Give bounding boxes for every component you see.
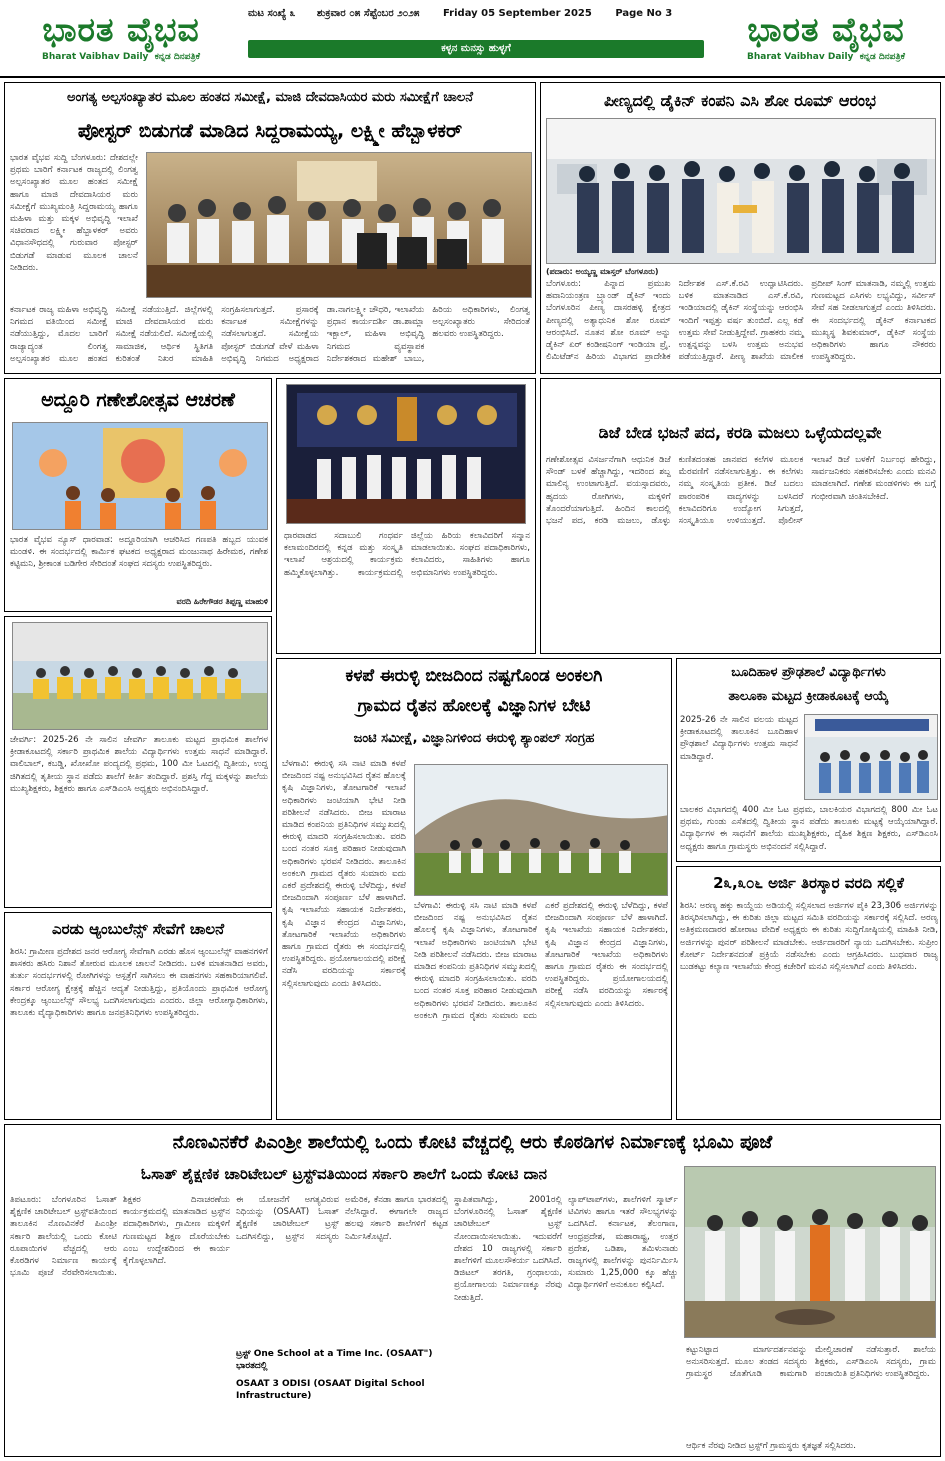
pest-headline-2: ಗ್ರಾಮದ ರೈತನ ಹೋಲಕ್ಕೆ ವಿಜ್ಞಾನಿಗಳ ಬೇಟಿ bbox=[357, 696, 591, 716]
dj-headline: ಡಿಜೆ ಬೇಡ ಭಜನೆ ಪದ, ಕರಡಿ ಮಜಲು ಒಳ್ಳೆಯದಲ್ಲವೇ bbox=[598, 423, 882, 442]
pest-headline-1: ಕಳಪೆ ಈರುಳ್ಳಿ ಬೀಜದಿಂದ ನಷ್ಟಗೊಂಡ ಅಂಕಲಗಿ bbox=[345, 666, 603, 686]
budihal-photo bbox=[804, 714, 938, 800]
census-body-cols: ಕರ್ನಾಟಕ ರಾಜ್ಯ ಮಹಿಳಾ ಅಭಿವೃದ್ಧಿ ನಿಗಮದ ವತಿಯಿಂದ ಸಮೀಕ್ಷೆ ನಡೆಯುತ್ತಿದ್ದು, ಮೊದಲ ಬಾರಿಗೆ ರಾಜ್ಯಾದ್ಯಂತ ಲಿಂಗತ್ವ ಅಲ್ಪಸಂಖ್ಯಾತರ ಮೂಲ ಹಂತದ ಸಮೀಕ್ಷೆ ನಡೆಯುತ್ತಿದೆ. ಜಿಲ್ಲೆಗಳಲ್ಲಿ ಮಾಜಿ ದೇವದಾಸಿಯರ ಮರು ಸಮೀಕ್ಷೆ ನಡೆಯಲಿದೆ. ಸಮೀಕ್ಷೆಯಲ್ಲಿ ಸಾಮಾಜಿಕ, ಆರ್ಥಿಕ ಸ್ಥಿತಿಗತಿ ಕುರಿತಂತೆ ನಿಖರ ಮಾಹಿತಿ ಸಂಗ್ರಹಿಸಲಾಗುತ್ತದೆ. ಪ್ರಸಾರಕ್ಕೆ ಕರ್ನಾಟಕ ಸಮೀಕ್ಷೆಗಳನ್ನು ನಡೆಸಲಾಗುತ್ತದೆ. ಸಮೀಕ್ಷೆಯ ಪೋಸ್ಟರ್ ಬಿಡುಗಡೆ ವೇಳೆ ಮಹಿಳಾ ಅಭಿವೃದ್ಧಿ ನಿಗಮದ ಅಧ್ಯಕ್ಷರಾದ ಡಾ.ನಾಗಲಕ್ಷ್ಮೀ ಚೌಧರಿ, ಇಲಾಖೆಯ ಪ್ರಧಾನ ಕಾರ್ಯದರ್ಶಿ ಡಾ.ಶಾಮ್ಲಾ ಇಕ್ಬಾಲ್, ಮಹಿಳಾ ಅಭಿವೃದ್ಧಿ ನಿಗಮದ ವ್ಯವಸ್ಥಾಪಕ ನಿರ್ದೇಶಕರಾದ ಮಹೇಶ್ ಬಾಬು, ಹಿರಿಯ ಅಧಿಕಾರಿಗಳು, ಲಿಂಗತ್ವ ಅಲ್ಪಸಂಖ್ಯಾತರು ಸೇರಿದಂತೆ ಹಲವರು ಉಪಸ್ಥಿತರಿದ್ದರು. bbox=[10, 305, 530, 364]
pest-body-right: ಬೆಳಗಾವಿ: ಈರುಳ್ಳಿ ಸಸಿ ನಾಟಿ ಮಾಡಿ ಕಳಪೆ ಬೀಜದಿಂದ ನಷ್ಟ ಅನುಭವಿಸಿದ ರೈತನ ಹೊಲಕ್ಕೆ ಕೃಷಿ ವಿಜ್ಞಾನಿಗಳು, ತೋಟಗಾರಿಕೆ ಇಲಾಖೆ ಅಧಿಕಾರಿಗಳು ಜಂಟಿಯಾಗಿ ಭೇಟಿ ನೀಡಿ ಪರಿಶೀಲನೆ ನಡೆಸಿದರು. ಬೀಜ ಮಾರಾಟ ಮಾಡಿದ ಕಂಪನಿಯ ಪ್ರತಿನಿಧಿಗಳ ಸಮ್ಮುಖದಲ್ಲಿ ಈರುಳ್ಳಿ ಮಾದರಿ ಸಂಗ್ರಹಿಸಲಾಯಿತು. ವರದಿ ಬಂದ ನಂತರ ಸೂಕ್ತ ಪರಿಹಾರ ನೀಡುವುದಾಗಿ ಅಧಿಕಾರಿಗಳು ಭರವಸೆ ನೀಡಿದರು. ತಾಲೂಕಿನ ಅಂಕಲಗಿ ಗ್ರಾಮದ ರೈತರು ಸುಮಾರು ಐದು ಎಕರೆ ಪ್ರದೇಶದಲ್ಲಿ ಈರುಳ್ಳಿ ಬೆಳೆದಿದ್ದು, ಕಳಪೆ ಬೀಜದಿಂದಾಗಿ ಸಂಪೂರ್ಣ ಬೆಳೆ ಹಾಳಾಗಿದೆ. ಕೃಷಿ ಇಲಾಖೆಯ ಸಹಾಯಕ ನಿರ್ದೇಶಕರು, ಕೃಷಿ ವಿಜ್ಞಾನ ಕೇಂದ್ರದ ವಿಜ್ಞಾನಿಗಳು, ತೋಟಗಾರಿಕೆ ಇಲಾಖೆಯ ಅಧಿಕಾರಿಗಳು ಹಾಗೂ ಗ್ರಾಮದ ರೈತರು ಈ ಸಂದರ್ಭದಲ್ಲಿ ಉಪಸ್ಥಿತರಿದ್ದರು. ಪ್ರಯೋಗಾಲಯದಲ್ಲಿ ಪರೀಕ್ಷೆ ನಡೆಸಿ ವರದಿಯನ್ನು ಸರ್ಕಾರಕ್ಕೆ ಸಲ್ಲಿಸಲಾಗುವುದು ಎಂದು ತಿಳಿಸಿದರು. bbox=[414, 901, 668, 1021]
logo-sub-en-2: Bharat Vaibhav Daily bbox=[747, 52, 854, 62]
budihal-photo-image bbox=[805, 715, 938, 800]
ganesha-photo bbox=[12, 422, 268, 530]
ambulance-body: ಶಿರಸಿ: ಗ್ರಾಮೀಣ ಪ್ರದೇಶದ ಜನರ ಆರೋಗ್ಯ ಸೇವೆಗಾಗಿ ಎರಡು ಹೊಸ ಆ್ಯಂಬುಲೆನ್ಸ್ ವಾಹನಗಳಿಗೆ ಶಾಸಕರು ಹಸಿರು ನಿಶಾನೆ ತೋರುವ ಮೂಲಕ ಚಾಲನೆ ನೀಡಿದರು. ಬಳಿಕ ಮಾತನಾಡಿದ ಅವರು, ತುರ್ತು ಸಂದರ್ಭಗಳಲ್ಲಿ ರೋಗಿಗಳನ್ನು ಆಸ್ಪತ್ರೆಗೆ ಸಾಗಿಸಲು ಈ ವಾಹನಗಳು ಸಹಕಾರಿಯಾಗಲಿವೆ. ಸರ್ಕಾರ ಆರೋಗ್ಯ ಕ್ಷೇತ್ರಕ್ಕೆ ಹೆಚ್ಚಿನ ಆದ್ಯತೆ ನೀಡುತ್ತಿದ್ದು, ಪ್ರತಿಯೊಂದು ಪ್ರಾಥಮಿಕ ಆರೋಗ್ಯ ಕೇಂದ್ರಕ್ಕೂ ಆ್ಯಂಬುಲೆನ್ಸ್ ಸೌಲಭ್ಯ ಒದಗಿಸಲಾಗುವುದು ಎಂದರು. ಜಿಲ್ಲಾ ಆರೋಗ್ಯಾಧಿಕಾರಿಗಳು, ತಾಲೂಕು ವೈದ್ಯಾಧಿಕಾರಿಗಳು ಹಾಗೂ ಜನಪ್ರತಿನಿಧಿಗಳು ಉಪಸ್ಥಿತರಿದ್ದರು. bbox=[10, 947, 268, 1019]
budihal-body: ಬಾಲಕರ ವಿಭಾಗದಲ್ಲಿ 400 ಮೀ ಓಟ ಪ್ರಥಮ, ಬಾಲಕಿಯರ ವಿಭಾಗದಲ್ಲಿ 800 ಮೀ ಓಟ ಪ್ರಥಮ, ಗುಂಡು ಎಸೆತದಲ್ಲಿ ದ್ವಿತೀಯ ಸ್ಥಾನ ಪಡೆದು ತಾಲೂಕು ಮಟ್ಟಕ್ಕೆ ಆಯ್ಕೆಯಾಗಿದ್ದಾರೆ. ವಿದ್ಯಾರ್ಥಿಗಳ ಈ ಸಾಧನೆಗೆ ಶಾಲೆಯ ಮುಖ್ಯಶಿಕ್ಷಕರು, ದೈಹಿಕ ಶಿಕ್ಷಣ ಶಿಕ್ಷಕರು, ಎಸ್‌ಡಿಎಂಸಿ ಅಧ್ಯಕ್ಷರು ಹಾಗೂ ಗ್ರಾಮಸ್ಥರು ಅಭಿನಂದನೆ ಸಲ್ಲಿಸಿದ್ದಾರೆ. bbox=[680, 805, 938, 852]
date-kn: ಶುಕ್ರವಾರ ೦೫ ಸೆಪ್ಟೆಂಬರ ೨೦೨೫ bbox=[316, 8, 420, 19]
event-photo bbox=[286, 384, 526, 524]
logo-sub-kn: ಕನ್ನಡ ದಿನಪತ್ರಿಕೆ bbox=[154, 52, 200, 62]
masthead-sub-left bbox=[6, 52, 236, 62]
daikin-headline: ಪೀಣ್ಯದಲ್ಲಿ ಡೈಕಿನ್ ಕಂಪನಿ ಎಸಿ ಶೋ ರೂಮ್ ಆರಂಭ bbox=[604, 91, 876, 110]
masthead-rule bbox=[0, 76, 945, 78]
masthead bbox=[0, 0, 945, 74]
daikin-caption: (ಪದಾರು: ಅಯ್ಯಣ್ಣ ಮಾಸ್ತರ್ ಬೆಂಗಳೂರು) bbox=[546, 267, 659, 276]
ambulance-headline: ಎರಡು ಆ್ಯಂಬುಲೆನ್ಸ್ ಸೇವೆಗೆ ಚಾಲನೆ bbox=[51, 920, 225, 938]
daikin-photo-image bbox=[547, 119, 936, 264]
school-photo bbox=[684, 1166, 936, 1338]
masthead-logo-right: ಭಾರತ ವೈಭವ bbox=[747, 10, 905, 49]
petition-headline: 2೩,೩೦೬ ಅರ್ಜಿ ತಿರಸ್ಕಾರ ವರದಿ ಸಲ್ಲಿಕೆ bbox=[713, 874, 904, 892]
school-body-e: ಕಟ್ಟುನಿಟ್ಟಾದ ಮಾರ್ಗದರ್ಶನವನ್ನು ಅನುಸರಿಸುತ್ತದೆ. ಮೂಲ ತಂಡದ ಸದಸ್ಯರು ಗ್ರಾಮಸ್ಥರ ಜೊತೆಗೂಡಿ ಕಾಮಗಾರಿ ಮೇಲ್ವಿಚಾರಣೆ ನಡೆಸುತ್ತಾರೆ. ಶಾಲೆಯ ಶಿಕ್ಷಕರು, ಎಸ್‌ಡಿಎಂಸಿ ಸದಸ್ಯರು, ಗ್ರಾಮ ಪಂಚಾಯಿತಿ ಪ್ರತಿನಿಧಿಗಳು ಉಪಸ್ಥಿತರಿದ್ದರು. bbox=[686, 1345, 936, 1380]
school-body-d: ಲ್ಯಾಪ್‌ಟಾಪ್‌ಗಳು, ಶಾಲೆಗಳಿಗೆ ಸ್ಮಾರ್ಟ್ ಟಿವಿಗಳು ಹಾಗೂ ಇತರೆ ಸೌಲಭ್ಯಗಳನ್ನು ಒದಗಿಸಿದೆ. ಕರ್ನಾಟಕ, ತೆಲಂಗಾಣ, ಆಂಧ್ರಪ್ರದೇಶ, ಮಹಾರಾಷ್ಟ್ರ, ಉತ್ತರ ಪ್ರದೇಶ, ಒಡಿಶಾ, ತಮಿಳುನಾಡು ರಾಜ್ಯಗಳಲ್ಲಿ ಶಾಲೆಗಳನ್ನು ಪುನರ್ನಿರ್ಮಿಸಿ ಸುಮಾರು 1,25,000 ಕ್ಕೂ ಹೆಚ್ಚು ವಿದ್ಯಾರ್ಥಿಗಳಿಗೆ ಅನುಕೂಲ ಕಲ್ಪಿಸಿದೆ. bbox=[568, 1195, 678, 1291]
sports-photo bbox=[12, 622, 268, 730]
dj-body: ಗಣೇಶೋತ್ಸವ ವಿಸರ್ಜನೆಗಾಗಿ ಆಧುನಿಕ ಡಿಜೆ ಸೌಂಡ್ ಬಳಕೆ ಹೆಚ್ಚಾಗಿದ್ದು, ಇದರಿಂದ ಶಬ್ದ ಮಾಲಿನ್ಯ ಉಂಟಾಗುತ್ತಿದೆ. ವಯಸ್ಸಾದವರು, ಹೃದಯ ರೋಗಿಗಳು, ಮಕ್ಕಳಿಗೆ ತೊಂದರೆಯಾಗುತ್ತಿದೆ. ಹಿಂದಿನ ಕಾಲದಲ್ಲಿ ಭಜನೆ ಪದ, ಕರಡಿ ಮಜಲು, ಡೊಳ್ಳು ಕುಣಿತದಂತಹ ಜಾನಪದ ಕಲೆಗಳ ಮೂಲಕ ಮೆರವಣಿಗೆ ನಡೆಸಲಾಗುತ್ತಿತ್ತು. ಈ ಕಲೆಗಳು ನಮ್ಮ ಸಂಸ್ಕೃತಿಯ ಪ್ರತೀಕ. ಡಿಜೆ ಬದಲು ಪಾರಂಪರಿಕ ವಾದ್ಯಗಳನ್ನು ಬಳಸಿದರೆ ಕಲಾವಿದರಿಗೂ ಉದ್ಯೋಗ ಸಿಗುತ್ತದೆ, ಸಂಸ್ಕೃತಿಯೂ ಉಳಿಯುತ್ತದೆ. ಪೊಲೀಸ್ ಇಲಾಖೆ ಡಿಜೆ ಬಳಕೆಗೆ ನಿರ್ಬಂಧ ಹೇರಿದ್ದು, ಸಾರ್ವಜನಿಕರು ಸಹಕರಿಸಬೇಕು ಎಂದು ಮನವಿ ಮಾಡಲಾಗಿದೆ. ಗಣೇಶ ಮಂಡಳಿಗಳು ಈ ಬಗ್ಗೆ ಗಂಭೀರವಾಗಿ ಚಿಂತಿಸಬೇಕಿದೆ. bbox=[546, 455, 936, 527]
school-subhead: ಓಸಾತ್ ಶೈಕ್ಷಣಿಕ ಚಾರಿಟೇಬಲ್ ಟ್ರಸ್ಟ್‌ವತಿಯಿಂದ ಸರ್ಕಾರಿ ಶಾಲೆಗೆ ಒಂದು ಕೋಟಿ ದಾನ bbox=[141, 1165, 547, 1183]
daikin-photo bbox=[546, 118, 936, 264]
school-photo-image bbox=[685, 1167, 936, 1338]
ganesha-headline: ಅದ್ದೂರಿ ಗಣೇಶೋತ್ಸವ ಆಚರಣೆ bbox=[41, 389, 235, 411]
issue-number: ಮಟ ಸಂಖ್ಯೆ ೩ bbox=[248, 8, 296, 19]
masthead-logo-left: ಭಾರತ ವೈಭವ bbox=[42, 10, 200, 49]
logo-sub-kn-2: ಕನ್ನಡ ದಿನಪತ್ರಿಕೆ bbox=[859, 52, 905, 62]
event-body: ಧಾರವಾಡದ ಸದಾಬುಲಿ ಗಂಧರ್ವ ಕಲಾಮಂದಿರದಲ್ಲಿ ಕನ್ನಡ ಮತ್ತು ಸಂಸ್ಕೃತಿ ಇಲಾಖೆ ಆಶ್ರಯದಲ್ಲಿ ಕಾರ್ಯಕ್ರಮ ಹಮ್ಮಿಕೊಳ್ಳಲಾಗಿತ್ತು. ಕಾರ್ಯಕ್ರಮದಲ್ಲಿ ಜಿಲ್ಲೆಯ ಹಿರಿಯ ಕಲಾವಿದರಿಗೆ ಸನ್ಮಾನ ಮಾಡಲಾಯಿತು. ಸಂಘದ ಪದಾಧಿಕಾರಿಗಳು, ಕಲಾವಿದರು, ಸಾಹಿತಿಗಳು ಹಾಗೂ ಅಭಿಮಾನಿಗಳು ಉಪಸ್ಥಿತರಿದ್ದರು. bbox=[284, 531, 530, 578]
sports-body: ಜೇವರ್ಗಿ: 2025-26 ನೇ ಸಾಲಿನ ಜೇವರ್ಗಿ ತಾಲೂಕು ಮಟ್ಟದ ಪ್ರಾಥಮಿಕ ಶಾಲೆಗಳ ಕ್ರೀಡಾಕೂಟದಲ್ಲಿ ಸರ್ಕಾರಿ ಪ್ರಾಥಮಿಕ ಶಾಲೆಯ ವಿದ್ಯಾರ್ಥಿಗಳು ಉತ್ತಮ ಸಾಧನೆ ಮಾಡಿದ್ದಾರೆ. ವಾಲಿಬಾಲ್, ಕಬಡ್ಡಿ, ಖೋಖೋ ಪಂದ್ಯದಲ್ಲಿ ಪ್ರಥಮ, 100 ಮೀ ಓಟದಲ್ಲಿ ದ್ವಿತೀಯ, ಉದ್ದ ಜಿಗಿತದಲ್ಲಿ ತೃತೀಯ ಸ್ಥಾನ ಪಡೆದು ಶಾಲೆಗೆ ಕೀರ್ತಿ ತಂದಿದ್ದಾರೆ. ಪ್ರಶಸ್ತಿ ಗೆದ್ದ ಮಕ್ಕಳನ್ನು ಶಾಲೆಯ ಮುಖ್ಯಶಿಕ್ಷಕರು, ಶಿಕ್ಷಕರು ಹಾಗೂ ಎಸ್‌ಡಿಎಂಸಿ ಅಧ್ಯಕ್ಷರು ಅಭಿನಂದಿಸಿದ್ದಾರೆ. bbox=[10, 735, 268, 794]
school-body-f: ಆರ್ಥಿಕ ನೆರವು ನೀಡಿದ ಟ್ರಸ್ಟ್‌ಗೆ ಗ್ರಾಮಸ್ಥರು ಕೃತಜ್ಞತೆ ಸಲ್ಲಿಸಿದರು. bbox=[686, 1441, 856, 1451]
petition-body: ಶಿರಸಿ: ಅರಣ್ಯ ಹಕ್ಕು ಕಾಯ್ದೆಯ ಅಡಿಯಲ್ಲಿ ಸಲ್ಲಿಸಲಾದ ಅರ್ಜಿಗಳ ಪೈಕಿ 23,306 ಅರ್ಜಿಗಳನ್ನು ತಿರಸ್ಕರಿಸಲಾಗಿದ್ದು, ಈ ಕುರಿತು ಜಿಲ್ಲಾ ಮಟ್ಟದ ಸಮಿತಿ ವರದಿಯನ್ನು ಸರ್ಕಾರಕ್ಕೆ ಸಲ್ಲಿಸಿದೆ. ಅರಣ್ಯ ಅತಿಕ್ರಮಣದಾರರ ಹೋರಾಟ ವೇದಿಕೆ ಅಧ್ಯಕ್ಷರು ಈ ಕುರಿತು ಸುದ್ದಿಗೋಷ್ಠಿಯಲ್ಲಿ ಮಾಹಿತಿ ನೀಡಿ, ಅರ್ಜಿಗಳನ್ನು ಪುನರ್ ಪರಿಶೀಲನೆ ಮಾಡಬೇಕು. ಅರ್ಜಿದಾರರಿಗೆ ನ್ಯಾಯ ಒದಗಿಸಬೇಕು. ಸುಪ್ರೀಂ ಕೋರ್ಟ್ ನಿರ್ದೇಶನದಂತೆ ಪ್ರಕ್ರಿಯೆ ನಡೆಸಬೇಕು ಎಂದು ಆಗ್ರಹಿಸಿದರು. ಬುಧವಾರ ರಾಜ್ಯ ಬುಡಕಟ್ಟು ಕಲ್ಯಾಣ ಇಲಾಖೆಯ ಕೇಂದ್ರ ಕಚೇರಿಗೆ ಮನವಿ ಸಲ್ಲಿಸಲಾಗಿದೆ ಎಂದು ತಿಳಿಸಿದರು. bbox=[680, 901, 938, 973]
pest-photo-image bbox=[415, 765, 668, 896]
school-osaat-1: ಟ್ರಸ್ಟ್ One School at a Time Inc. (OSAAT") ಭಾರತದಲ್ಲಿ bbox=[236, 1349, 433, 1371]
pest-photo bbox=[414, 764, 668, 896]
census-kicker: ಅಂಗತ್ಯ ಅಲ್ಪಸಂಖ್ಯಾತರ ಮೂಲ ಹಂತದ ಸಮೀಕ್ಷೆ, ಮಾಜಿ ದೇವದಾಸಿಯರ ಮರು ಸಮೀಕ್ಷೆಗೆ ಚಾಲನೆ bbox=[67, 90, 473, 105]
issue-line bbox=[248, 8, 708, 19]
pest-subhead: ಜಂಟಿ ಸಮೀಕ್ಷೆ, ವಿಜ್ಞಾನಿಗಳಿಂದ ಈರುಳ್ಳಿ ಶ್ಯಾಂಪಲ್ ಸಂಗ್ರಹ bbox=[353, 731, 595, 746]
daikin-body: ಬೆಂಗಳೂರು: ಪಿನ್ನಾದ ಪ್ರಮುಖ ಹವಾನಿಯಂತ್ರಣ ಬ್ರ್ಯಾಂಡ್ ಡೈಕಿನ್ ಇಂದು ಬೆಂಗಳೂರಿನ ಪೀಣ್ಯ ದಾಸರಹಳ್ಳಿ ಕ್ಷೇತ್ರದ ಪೀಣ್ಯದಲ್ಲಿ ಅತ್ಯಾಧುನಿಕ ಶೋ ರೂಮ್ ಆರಂಭಿಸಿದೆ. ನೂತನ ಶೋ ರೂಮ್ ಅನ್ನು ಡೈಕಿನ್ ಏರ್ ಕಂಡೀಷನಿಂಗ್ ಇಂಡಿಯಾ ಪ್ರೈ. ಲಿಮಿಟೆಡ್‌ನ ಹಿರಿಯ ವಿಭಾಗದ ಪ್ರಾದೇಶಿಕ ನಿರ್ದೇಶಕ ಎಸ್.ಕೆ.ರವಿ ಉದ್ಘಾಟಿಸಿದರು. ಬಳಿಕ ಮಾತನಾಡಿದ ಎಸ್.ಕೆ.ರವಿ, ಇಂಡಿಯಾದಲ್ಲಿ ಡೈಕಿನ್ ಸಂಸ್ಥೆಯನ್ನು ಆರಂಭಿಸಿ ಇಂದಿಗೆ ಇಪ್ಪತ್ತು ವರ್ಷ ತುಂಬಿದೆ. ಎಲ್ಲ ಕಡೆ ಉತ್ತಮ ಸೇವೆ ನೀಡುತ್ತಿದ್ದೇವೆ. ಗ್ರಾಹಕರು ನಮ್ಮ ಉತ್ಪನ್ನವನ್ನು ಬಳಸಿ ಉತ್ತಮ ಅನುಭವ ಪಡೆಯುತ್ತಿದ್ದಾರೆ. ಪೀಣ್ಯ ಶಾಖೆಯ ಮಾಲೀಕ ಪ್ರದೀಪ್ ಸಿಂಗ್ ಮಾತನಾಡಿ, ನಮ್ಮಲ್ಲಿ ಉತ್ತಮ ಗುಣಮಟ್ಟದ ಎಸಿಗಳು ಲಭ್ಯವಿದ್ದು, ಸರ್ವೀಸ್ ಸೇವೆ ಸಹ ನೀಡಲಾಗುತ್ತದೆ ಎಂದು ತಿಳಿಸಿದರು. ಈ ಸಂದರ್ಭದಲ್ಲಿ ಡೈಕಿನ್ ಕರ್ನಾಟಕದ ಮುಖ್ಯಸ್ಥ ಶಿವಕುಮಾರ್, ಡೈಕಿನ್ ಸಂಸ್ಥೆಯ ಅಧಿಕಾರಿಗಳು ಹಾಗೂ ನೌಕರರು ಉಪಸ್ಥಿತರಿದ್ದರು. bbox=[546, 279, 936, 363]
masthead-sub-right bbox=[712, 52, 940, 62]
school-osaat-2: OSAAT 3 ODISI (OSAAT Digital School Infrastructure) bbox=[236, 1379, 425, 1401]
budihal-headline-1: ಬೂದಿಹಾಳ ಪ್ರೌಢಶಾಲೆ ವಿದ್ಯಾರ್ಥಿಗಳು bbox=[731, 665, 886, 680]
date-en: Friday 05 September 2025 bbox=[442, 8, 592, 19]
page-number: Page No 3 bbox=[615, 8, 673, 19]
budihal-headline-2: ತಾಲೂಕಾ ಮಟ್ಟದ ಕ್ರೀಡಾಕೂಟಕ್ಕೆ ಆಯ್ಕೆ bbox=[728, 689, 889, 704]
pest-body-left: ಬೆಳಗಾವಿ: ಈರುಳ್ಳಿ ಸಸಿ ನಾಟಿ ಮಾಡಿ ಕಳಪೆ ಬೀಜದಿಂದ ನಷ್ಟ ಅನುಭವಿಸಿದ ರೈತನ ಹೊಲಕ್ಕೆ ಕೃಷಿ ವಿಜ್ಞಾನಿಗಳು, ತೋಟಗಾರಿಕೆ ಇಲಾಖೆ ಅಧಿಕಾರಿಗಳು ಜಂಟಿಯಾಗಿ ಭೇಟಿ ನೀಡಿ ಪರಿಶೀಲನೆ ನಡೆಸಿದರು. ಬೀಜ ಮಾರಾಟ ಮಾಡಿದ ಕಂಪನಿಯ ಪ್ರತಿನಿಧಿಗಳ ಸಮ್ಮುಖದಲ್ಲಿ ಈರುಳ್ಳಿ ಮಾದರಿ ಸಂಗ್ರಹಿಸಲಾಯಿತು. ವರದಿ ಬಂದ ನಂತರ ಸೂಕ್ತ ಪರಿಹಾರ ನೀಡುವುದಾಗಿ ಅಧಿಕಾರಿಗಳು ಭರವಸೆ ನೀಡಿದರು. ತಾಲೂಕಿನ ಅಂಕಲಗಿ ಗ್ರಾಮದ ರೈತರು ಸುಮಾರು ಐದು ಎಕರೆ ಪ್ರದೇಶದಲ್ಲಿ ಈರುಳ್ಳಿ ಬೆಳೆದಿದ್ದು, ಕಳಪೆ ಬೀಜದಿಂದಾಗಿ ಸಂಪೂರ್ಣ ಬೆಳೆ ಹಾಳಾಗಿದೆ. ಕೃಷಿ ಇಲಾಖೆಯ ಸಹಾಯಕ ನಿರ್ದೇಶಕರು, ಕೃಷಿ ವಿಜ್ಞಾನ ಕೇಂದ್ರದ ವಿಜ್ಞಾನಿಗಳು, ತೋಟಗಾರಿಕೆ ಇಲಾಖೆಯ ಅಧಿಕಾರಿಗಳು ಹಾಗೂ ಗ್ರಾಮದ ರೈತರು ಈ ಸಂದರ್ಭದಲ್ಲಿ ಉಪಸ್ಥಿತರಿದ್ದರು. ಪ್ರಯೋಗಾಲಯದಲ್ಲಿ ಪರೀಕ್ಷೆ ನಡೆಸಿ ವರದಿಯನ್ನು ಸರ್ಕಾರಕ್ಕೆ ಸಲ್ಲಿಸಲಾಗುವುದು ಎಂದು ತಿಳಿಸಿದರು. bbox=[282, 759, 406, 989]
census-photo bbox=[146, 152, 532, 298]
ganesha-body: ಭಾರತ ವೈಭವ ನ್ಯೂಸ್ ಧಾರವಾಡ: ಅದ್ದೂರಿಯಾಗಿ ಆಚರಿಸಿದ ಗಣಪತಿ ಹಬ್ಬದ ಯುವಕ ಮಂಡಳಿ. ಈ ಸಂದರ್ಭದಲ್ಲಿ ಕಾರ್ಮಿಕ ಘಟಕದ ಅಧ್ಯಕ್ಷರಾದ ಮಂಜುನಾಥ ಹಿರೇಮಠ, ಗಣೇಶ ಕಟ್ಟಿಮನಿ, ಶ್ರೀಕಾಂತ ಬಡಿಗೇರ ಸೇರಿದಂತೆ ಸಂಘದ ಸದಸ್ಯರು ಉಪಸ್ಥಿತರಿದ್ದರು. bbox=[10, 535, 268, 570]
logo-sub-en: Bharat Vaibhav Daily bbox=[42, 52, 149, 62]
school-body-c: ಸ್ಥಾಪಿತವಾಗಿದ್ದು, 2001ರಲ್ಲಿ ಬೆಂಗಳೂರಿನಲ್ಲಿ ಓಸಾತ್ ಶೈಕ್ಷಣಿಕ ಚಾರಿಟೇಬಲ್ ಟ್ರಸ್ಟ್ ನೋಂದಾಯಿಸಲಾಯಿತು. ಇದುವರೆಗೆ ದೇಶದ 10 ರಾಜ್ಯಗಳಲ್ಲಿ ಸರ್ಕಾರಿ ಶಾಲೆಗಳಿಗೆ ಮೂಲಸೌಕರ್ಯ ಒದಗಿಸಿದೆ. ಡಿಜಿಟಲ್ ತರಗತಿ, ಗ್ರಂಥಾಲಯ, ಪ್ರಯೋಗಾಲಯ ನಿರ್ಮಾಣಕ್ಕೂ ನೆರವು ನೀಡುತ್ತಿದೆ. bbox=[454, 1195, 562, 1303]
sports-photo-image bbox=[13, 623, 268, 730]
school-body-a: ತಿಪಟೂರು: ಬೆಂಗಳೂರಿನ ಓಸಾತ್ ಶೈಕ್ಷಣಿಕ ಚಾರಿಟೇಬಲ್ ಟ್ರಸ್ಟ್‌ವತಿಯಿಂದ ತಾಲೂಕಿನ ನೊಣವಿನಕೆರೆ ಪಿಎಂಶ್ರೀ ಸರ್ಕಾರಿ ಶಾಲೆಯಲ್ಲಿ ಒಂದು ಕೋಟಿ ರೂಪಾಯಿಗಳ ವೆಚ್ಚದಲ್ಲಿ ಆರು ಕೊಠಡಿಗಳ ನಿರ್ಮಾಣ ಕಾರ್ಯಕ್ಕೆ ಭೂಮಿ ಪೂಜೆ ನೆರವೇರಿಸಲಾಯಿತು. ಶಿಕ್ಷಕರ ದಿನಾಚರಣೆಯ ಕಾರ್ಯಕ್ರಮದಲ್ಲಿ ಮಾತನಾಡಿದ ಟ್ರಸ್ಟ್‌ನ ಪದಾಧಿಕಾರಿಗಳು, ಗ್ರಾಮೀಣ ಮಕ್ಕಳಿಗೆ ಗುಣಮಟ್ಟದ ಶಿಕ್ಷಣ ದೊರೆಯಬೇಕು ಎಂಬ ಉದ್ದೇಶದಿಂದ ಈ ಕಾರ್ಯ ಕೈಗೊಳ್ಳಲಾಗಿದೆ. bbox=[10, 1195, 230, 1279]
ganesha-photo-image bbox=[13, 423, 268, 530]
census-body-side: ಭಾರತ ವೈಭವ ಸುದ್ದಿ ಬೆಂಗಳೂರು: ದೇಶದಲ್ಲೇ ಪ್ರಥಮ ಬಾರಿಗೆ ಕರ್ನಾಟಕ ರಾಜ್ಯದಲ್ಲಿ ಲಿಂಗತ್ವ ಅಲ್ಪಸಂಖ್ಯಾತರ ಮೂಲ ಹಂತದ ಸಮೀಕ್ಷೆ ಹಾಗೂ ಮಾಜಿ ದೇವದಾಸಿಯರ ಮರು ಸಮೀಕ್ಷೆಗೆ ಮುಖ್ಯಮಂತ್ರಿ ಸಿದ್ದರಾಮಯ್ಯ ಹಾಗೂ ಮಹಿಳಾ ಮತ್ತು ಮಕ್ಕಳ ಅಭಿವೃದ್ಧಿ ಇಲಾಖೆ ಸಚಿವರಾದ ಲಕ್ಷ್ಮೀ ಹೆಬ್ಬಾಳಕರ್ ಅವರು ವಿಧಾನಸೌಧದಲ್ಲಿ ಗುರುವಾರ ಪೋಸ್ಟರ್ ಬಿಡುಗಡೆ ಮಾಡುವ ಮೂಲಕ ಚಾಲನೆ ನೀಡಿದರು. bbox=[10, 153, 138, 273]
tagline-bar: ಕಳ್ಳನ ಮನಸ್ಸು ಹುಳ್ಳಗೆ bbox=[248, 40, 704, 58]
event-photo-image bbox=[287, 385, 526, 524]
census-photo-image bbox=[147, 153, 532, 298]
school-headline: ನೊಣವಿನಕೆರೆ ಪಿಎಂಶ್ರೀ ಶಾಲೆಯಲ್ಲಿ ಒಂದು ಕೋಟಿ ವೆಚ್ಚದಲ್ಲಿ ಆರು ಕೊಠಡಿಗಳ ನಿರ್ಮಾಣಕ್ಕೆ ಭೂಮಿ ಪೂಜೆ bbox=[172, 1132, 773, 1153]
ganesha-byline: ವರದಿ ಹಿರೇಗೌಡರ ತಿಪ್ಪಣ್ಣ ಮಾಹುಳಿ bbox=[176, 597, 268, 606]
school-body-b: ಈ ಯೋಜನೆಗೆ ಅಗತ್ಯವಿರುವ ನಿಧಿಯನ್ನು (OSAAT) ಓಸಾತ್ ಶೈಕ್ಷಣಿಕ ಚಾರಿಟೇಬಲ್ ಟ್ರಸ್ಟ್ ಒದಗಿಸಲಿದ್ದು, ಟ್ರಸ್ಟ್‌ನ ಸದಸ್ಯರು ಅಮೆರಿಕ, ಕೆನಡಾ ಹಾಗೂ ಭಾರತದಲ್ಲಿ ನೆಲೆಸಿದ್ದಾರೆ. ಈಗಾಗಲೇ ರಾಜ್ಯದ ಹಲವು ಸರ್ಕಾರಿ ಶಾಲೆಗಳಿಗೆ ಕಟ್ಟಡ ನಿರ್ಮಿಸಿಕೊಟ್ಟಿದೆ. bbox=[236, 1195, 448, 1242]
census-headline: ಪೋಸ್ಟರ್ ಬಿಡುಗಡೆ ಮಾಡಿದ ಸಿದ್ದರಾಮಯ್ಯ, ಲಕ್ಷ್ಮೀ ಹೆಬ್ಬಾಳಕರ್ bbox=[77, 120, 463, 142]
budihal-body-side: 2025-26 ನೇ ಸಾಲಿನ ವಲಯ ಮಟ್ಟದ ಕ್ರೀಡಾಕೂಟದಲ್ಲಿ ತಾಲೂಕಿನ ಬೂದಿಹಾಳ ಪ್ರೌಢಶಾಲೆ ವಿದ್ಯಾರ್ಥಿಗಳು ಉತ್ತಮ ಸಾಧನೆ ಮಾಡಿದ್ದಾರೆ. bbox=[680, 715, 798, 762]
